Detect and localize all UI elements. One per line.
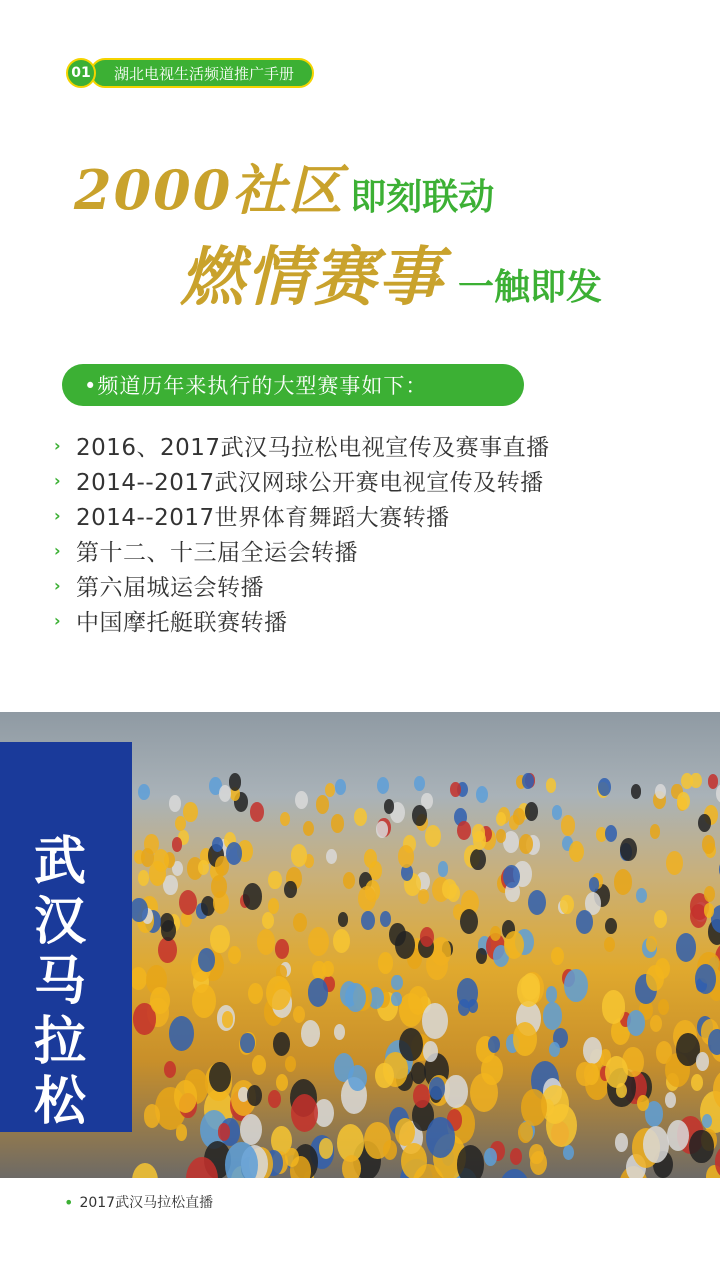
- runner-figure: [552, 805, 562, 819]
- runner-figure: [198, 860, 209, 875]
- runner-figure: [377, 777, 389, 794]
- runner-figure: [130, 898, 147, 922]
- runner-figure: [225, 1142, 258, 1178]
- runner-figure: [358, 886, 376, 911]
- runner-figure: [399, 1028, 423, 1061]
- runner-figure: [316, 795, 329, 814]
- runner-figure: [284, 881, 296, 898]
- runner-figure: [326, 849, 337, 864]
- runner-figure: [222, 1011, 234, 1027]
- runner-figure: [391, 992, 401, 1006]
- runner-figure: [375, 1063, 393, 1088]
- runner-figure: [378, 952, 393, 973]
- runner-figure: [504, 931, 524, 959]
- runner-figure: [450, 782, 461, 797]
- runner-figure: [528, 890, 546, 915]
- runner-figure: [563, 1145, 574, 1160]
- runner-figure: [268, 1090, 281, 1109]
- runner-figure: [476, 786, 488, 803]
- runner-figure: [643, 1126, 670, 1163]
- headline-bold-1: 即刻联动: [350, 177, 495, 218]
- runner-figure: [646, 965, 664, 991]
- page-number: 01: [66, 58, 96, 88]
- marathon-banner: [0, 742, 132, 1132]
- runner-figure: [384, 799, 394, 814]
- runner-figure: [426, 1117, 455, 1158]
- runner-figure: [354, 808, 367, 826]
- runner-figure: [138, 784, 150, 800]
- runner-figure: [380, 911, 391, 927]
- runner-figure: [334, 1024, 346, 1040]
- runner-figure: [183, 802, 197, 822]
- runner-figure: [209, 1062, 230, 1092]
- runner-figure: [614, 869, 632, 895]
- runner-figure: [655, 784, 666, 800]
- runner-figure: [708, 1029, 720, 1055]
- runner-figure: [695, 964, 716, 994]
- headline-script-2: 燃情赛事: [180, 240, 444, 315]
- runner-figure: [605, 918, 617, 935]
- event-text: 第六届城运会转播: [76, 575, 264, 601]
- runner-figure: [240, 1114, 262, 1145]
- runner-figure: [650, 824, 661, 839]
- section-title: •频道历年来执行的大型赛事如下：: [62, 364, 524, 406]
- runner-figure: [391, 975, 402, 991]
- runner-figure: [513, 808, 525, 825]
- runner-figure: [169, 1016, 194, 1051]
- marathon-photo: [0, 712, 720, 1178]
- manual-badge: [66, 57, 314, 89]
- runner-figure: [631, 784, 641, 798]
- runner-figure: [322, 961, 334, 977]
- headline-script-1: 2000社区: [74, 158, 345, 222]
- runner-figure: [422, 1003, 448, 1039]
- runner-figure: [488, 1036, 500, 1053]
- runner-figure: [268, 898, 279, 914]
- runner-figure: [583, 1037, 602, 1064]
- banner-text: 武汉马拉松: [34, 832, 87, 1132]
- runner-figure: [484, 1148, 497, 1166]
- runner-figure: [702, 1114, 712, 1128]
- runner-figure: [564, 969, 588, 1002]
- runner-figure: [273, 1032, 290, 1056]
- runner-figure: [481, 1055, 502, 1085]
- runner-figure: [291, 1094, 318, 1132]
- runner-figure: [510, 1148, 522, 1165]
- runner-figure: [153, 849, 169, 872]
- runner-figure: [276, 1074, 288, 1091]
- runner-figure: [676, 933, 696, 961]
- runner-figure: [442, 879, 457, 899]
- runner-figure: [412, 805, 427, 826]
- runner-figure: [569, 841, 584, 862]
- chevron-right-icon: ›: [54, 576, 62, 595]
- list-item: [54, 463, 550, 498]
- runner-figure: [335, 779, 346, 794]
- caption-text: 2017武汉马拉松直播: [79, 1195, 214, 1211]
- runner-figure: [413, 1084, 430, 1108]
- runner-figure: [429, 1077, 445, 1099]
- runner-figure: [138, 870, 149, 886]
- runner-figure: [411, 1062, 426, 1083]
- runner-figure: [291, 844, 307, 867]
- chevron-right-icon: ›: [54, 506, 62, 525]
- runner-figure: [219, 785, 231, 802]
- runner-figure: [160, 913, 174, 932]
- runner-figure: [295, 791, 308, 810]
- runner-figure: [240, 1033, 254, 1053]
- runner-figure: [398, 845, 414, 868]
- runner-figure: [602, 990, 626, 1023]
- runner-figure: [551, 947, 564, 966]
- event-text: 第十二、十三届全运会转播: [76, 540, 358, 566]
- runner-figure: [144, 1104, 161, 1127]
- runner-figure: [627, 1010, 645, 1035]
- event-text: 2014--2017武汉网球公开赛电视宣传及转播: [76, 470, 544, 496]
- runner-figure: [691, 1074, 703, 1091]
- runner-figure: [308, 978, 329, 1007]
- runner-figure: [689, 1130, 713, 1164]
- runner-figure: [677, 792, 690, 810]
- runner-figure: [163, 875, 178, 895]
- runner-figure: [172, 837, 183, 852]
- runner-figure: [499, 1169, 530, 1178]
- runner-figure: [285, 1056, 296, 1072]
- runner-figure: [325, 783, 335, 797]
- runner-figure: [174, 1080, 198, 1113]
- runner-figure: [468, 999, 478, 1013]
- runner-figure: [423, 1041, 438, 1062]
- runner-figure: [257, 929, 275, 955]
- headline-line-1: [74, 148, 494, 225]
- runner-figure: [525, 802, 538, 821]
- runner-figure: [268, 871, 281, 890]
- runner-figure: [301, 1020, 320, 1047]
- runner-figure: [546, 986, 558, 1002]
- runner-figure: [576, 910, 593, 934]
- runner-figure: [543, 1002, 563, 1030]
- headline-line-2: [180, 226, 602, 318]
- runner-figure: [383, 1140, 397, 1160]
- runner-figure: [248, 983, 263, 1004]
- list-item: [54, 568, 550, 603]
- runner-figure: [319, 1138, 334, 1158]
- runner-figure: [530, 1151, 547, 1175]
- runner-figure: [333, 929, 350, 953]
- runner-figure: [280, 812, 290, 826]
- runner-figure: [285, 1148, 299, 1168]
- runner-figure: [472, 824, 484, 841]
- runner-figure: [457, 1145, 485, 1178]
- runner-figure: [696, 1052, 710, 1071]
- runner-figure: [228, 946, 241, 964]
- runner-figure: [665, 1092, 676, 1108]
- runner-figure: [150, 987, 169, 1014]
- list-item: [54, 428, 550, 463]
- runner-figure: [266, 976, 291, 1010]
- runner-figure: [513, 1022, 537, 1056]
- runner-figure: [431, 937, 451, 965]
- runner-figure: [164, 1061, 176, 1078]
- event-text: 2014--2017世界体育舞蹈大赛转播: [76, 505, 450, 531]
- chevron-right-icon: ›: [54, 436, 62, 455]
- runner-figure: [546, 778, 556, 793]
- runner-figure: [650, 1015, 662, 1032]
- runner-figure: [308, 927, 329, 956]
- runner-figure: [444, 1075, 467, 1107]
- runner-figure: [470, 849, 485, 871]
- runner-figure: [521, 973, 540, 1000]
- event-text: 2016、2017武汉马拉松电视宣传及赛事直播: [76, 435, 550, 461]
- chevron-right-icon: ›: [54, 611, 62, 630]
- runner-figure: [636, 888, 647, 903]
- runner-figure: [192, 984, 216, 1018]
- runner-figure: [561, 815, 575, 835]
- list-item: [54, 533, 550, 568]
- bullet-icon: •: [64, 1192, 74, 1212]
- runner-figure: [130, 967, 147, 990]
- runner-figure: [169, 795, 181, 811]
- runner-figure: [457, 821, 471, 840]
- runner-figure: [476, 948, 487, 964]
- runner-figure: [247, 1085, 262, 1106]
- runner-figure: [252, 1055, 266, 1075]
- runner-figure: [704, 886, 715, 901]
- runner-figure: [666, 851, 683, 875]
- runner-figure: [576, 1062, 594, 1087]
- list-item: [54, 498, 550, 533]
- runner-figure: [141, 848, 155, 867]
- runner-figure: [681, 773, 692, 789]
- runner-figure: [496, 829, 506, 843]
- runner-figure: [615, 1133, 628, 1152]
- runner-figure: [418, 889, 429, 904]
- runner-figure: [658, 999, 669, 1015]
- runner-figure: [331, 814, 345, 833]
- runner-figure: [560, 895, 574, 914]
- chevron-right-icon: ›: [54, 541, 62, 560]
- runner-figure: [275, 939, 289, 958]
- runner-figure: [342, 1155, 361, 1178]
- runner-figure: [364, 849, 377, 867]
- runner-figure: [414, 776, 425, 791]
- runner-figure: [401, 1143, 427, 1178]
- headline-bold-2: 一触即发: [458, 267, 603, 308]
- runner-figure: [605, 825, 617, 842]
- runner-figure: [376, 821, 388, 837]
- runner-figure: [620, 838, 637, 861]
- runner-figure: [338, 912, 349, 927]
- runner-figure: [549, 1042, 560, 1058]
- runner-figure: [361, 911, 375, 930]
- runner-figure: [598, 778, 611, 796]
- runner-figure: [425, 825, 441, 847]
- list-item: [54, 603, 550, 638]
- runner-figure: [604, 937, 615, 953]
- runner-figure: [250, 802, 264, 822]
- runner-figure: [343, 872, 355, 889]
- runner-figure: [605, 1056, 628, 1088]
- runner-figure: [503, 865, 520, 888]
- manual-title: 湖北电视生活频道推广手册: [90, 58, 314, 88]
- runner-figure: [179, 890, 197, 915]
- event-text: 中国摩托艇联赛转播: [76, 610, 288, 636]
- runner-figure: [243, 883, 262, 910]
- runner-figure: [708, 774, 718, 788]
- runner-figure: [293, 1006, 305, 1023]
- photo-caption: [64, 1192, 213, 1212]
- runner-figure: [210, 925, 229, 952]
- runner-figure: [667, 1120, 689, 1151]
- runner-figure: [490, 926, 501, 941]
- runner-figure: [262, 912, 274, 929]
- runner-figure: [303, 821, 314, 836]
- runner-figure: [293, 913, 307, 932]
- event-list: [54, 428, 550, 638]
- chevron-right-icon: ›: [54, 471, 62, 490]
- runner-figure: [521, 1089, 547, 1126]
- runner-figure: [496, 812, 506, 827]
- runner-figure: [698, 814, 711, 832]
- runner-figure: [226, 842, 242, 865]
- runner-figure: [716, 784, 720, 803]
- runner-figure: [460, 909, 478, 934]
- runner-figure: [198, 948, 215, 972]
- runner-figure: [654, 910, 667, 928]
- runner-figure: [438, 861, 449, 876]
- runner-figure: [704, 903, 714, 918]
- runner-figure: [345, 983, 366, 1012]
- runner-figure: [132, 1163, 158, 1178]
- runner-figure: [229, 773, 242, 791]
- runner-figure: [348, 1065, 367, 1091]
